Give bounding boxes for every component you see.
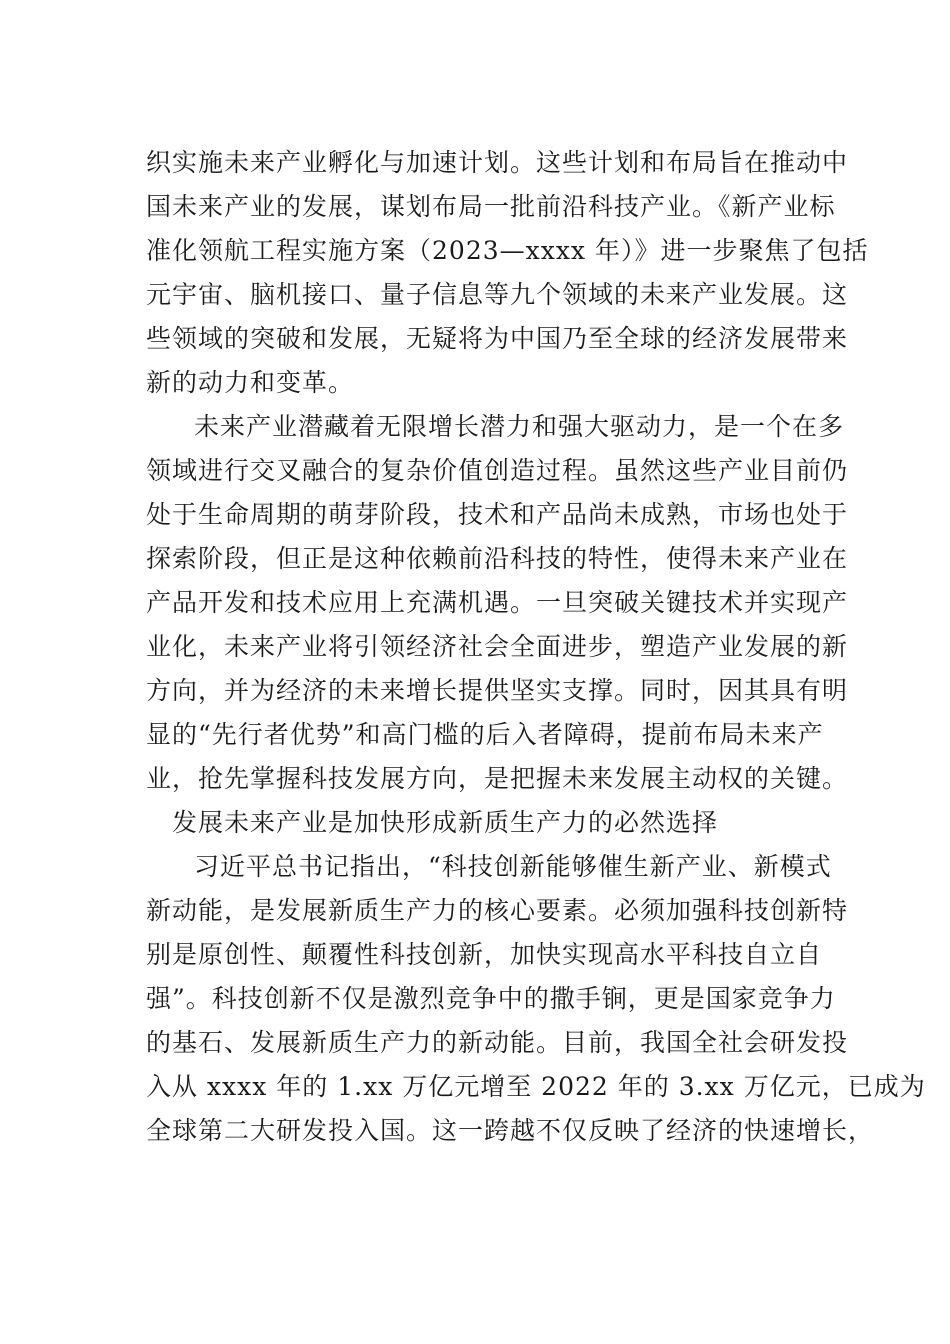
text-line: 别是原创性、颠覆性科技创新，加快实现高水平科技自立自 <box>146 940 823 969</box>
text-line: 织实施未来产业孵化与加速计划。这些计划和布局旨在推动中 <box>146 148 849 177</box>
text-line: 方向，并为经济的未来增长提供坚实支撑。同时，因其具有明 <box>146 676 849 705</box>
text-line: 业，抢先掌握科技发展方向，是把握未来发展主动权的关键。 <box>146 764 849 793</box>
paragraph-first-line: 未来产业潜藏着无限增长潜力和强大驱动力，是一个在多 <box>194 412 845 441</box>
text-line: 强”。科技创新不仅是激烈竞争中的撒手锏，更是国家竞争力 <box>146 984 836 1013</box>
text-line: 准化领航工程实施方案（2023—xxxx 年）》进一步聚焦了包括 <box>146 236 869 265</box>
text-line: 产品开发和技术应用上充满机遇。一旦突破关键技术并实现产 <box>146 588 849 617</box>
text-line: 探索阶段，但正是这种依赖前沿科技的特性，使得未来产业在 <box>146 544 849 573</box>
text-line: 全球第二大研发投入国。这一跨越不仅反映了经济的快速增长， <box>146 1116 875 1145</box>
text-line: 新动能，是发展新质生产力的核心要素。必须加强科技创新特 <box>146 896 849 925</box>
text-line: 显的“先行者优势”和高门槛的后入者障碍，提前布局未来产 <box>146 720 824 749</box>
section-heading: 发展未来产业是加快形成新质生产力的必然选择 <box>172 808 719 837</box>
text-line: 国未来产业的发展，谋划布局一批前沿科技产业。《新产业标 <box>146 192 836 221</box>
text-line: 业化，未来产业将引领经济社会全面进步，塑造产业发展的新 <box>146 632 849 661</box>
text-line: 些领域的突破和发展，无疑将为中国乃至全球的经济发展带来 <box>146 324 849 353</box>
text-line: 入从 xxxx 年的 1.xx 万亿元增至 2022 年的 3.xx 万亿元，已成为 <box>146 1072 926 1101</box>
text-line: 新的动力和变革。 <box>146 368 355 397</box>
text-line: 的基石、发展新质生产力的新动能。目前，我国全社会研发投 <box>146 1028 849 1057</box>
text-line: 元宇宙、脑机接口、量子信息等九个领域的未来产业发展。这 <box>146 280 849 309</box>
text-line: 处于生命周期的萌芽阶段，技术和产品尚未成熟，市场也处于 <box>146 500 849 529</box>
text-line: 领域进行交叉融合的复杂价值创造过程。虽然这些产业目前仍 <box>146 456 849 485</box>
paragraph-first-line: 习近平总书记指出，“科技创新能够催生新产业、新模式 <box>194 852 832 881</box>
